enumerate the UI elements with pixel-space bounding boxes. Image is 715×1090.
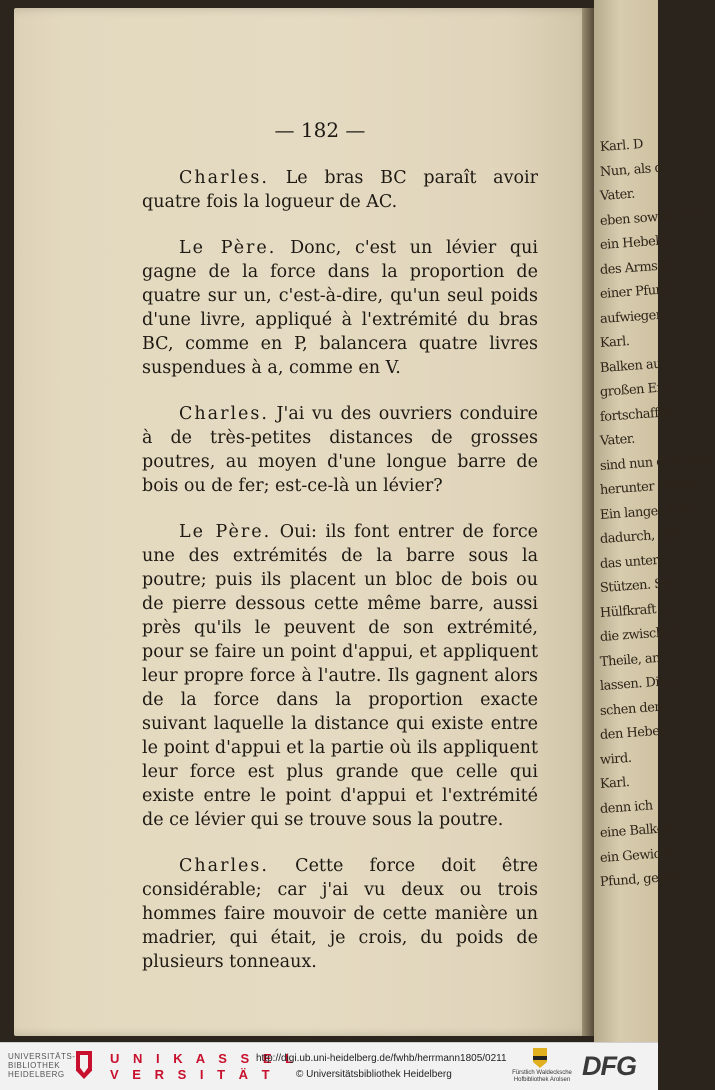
facing-page-line: schen dem <box>599 698 667 719</box>
waldeck-logo-line: Fürstlich Waldecksche <box>512 1070 572 1076</box>
viewer-footer <box>0 1042 658 1090</box>
heidelberg-logo-line: HEIDELBERG <box>8 1070 65 1079</box>
paragraph-text: Oui: ils font entrer de force une des extrémités de la barre sous la poutre; puis ils placent un bloc de bois ou de pierre dessous cette même barre, aussi près qu'ils le peuvent de son extrémité, pour se faire un point d'appui, et appliquent leur propre force à l'autre. Ils gagnent alors de la force dans la proportion exacte suivant laquelle la distance qui existe entre le point d'appui et la partie où ils appliquent leur force est plus grande que celle qui existe entre le point d'appui et l'extrémité de ce lévier qui se trouve sous la poutre. <box>142 522 538 830</box>
facing-page-line: ein Gewicht <box>599 845 674 866</box>
facing-page-line: aufwiegen. <box>599 306 668 327</box>
paragraph-text: Donc, c'est un lévier qui gagne de la force dans la proportion de quatre sur un, c'est-à-dire, qu'un seul poids d'une livre, appliqué à l'extrémité du bras BC, comme en P, balancera quatre livres suspendues à a, comme en V. <box>142 238 538 378</box>
kassel-logo-line: V E R S I T Ä T <box>110 1067 275 1082</box>
facing-page-line: Karl. <box>599 774 630 792</box>
facing-page-line: eben sowohl rein <box>599 206 706 229</box>
copyright-text: © Universitätsbibliothek Heidelberg <box>296 1069 452 1080</box>
facing-page-line: Pfund, genau <box>599 869 682 890</box>
facing-page-line: fortschaffen <box>599 404 675 425</box>
permalink-url[interactable]: http://digi.ub.uni-heidelberg.de/fwhb/herrmann1805/0211 <box>256 1053 507 1064</box>
paragraph <box>142 854 538 974</box>
facing-page-line: Stützen. Sie <box>599 575 675 596</box>
facing-page-line: Nun, als di <box>599 159 667 180</box>
facing-page-line: lassen. Diese <box>599 673 681 694</box>
page-text <box>142 166 538 996</box>
speaker-name: Charles. <box>179 404 269 424</box>
facing-page-line: Theile, an <box>599 650 661 670</box>
facing-page-line: sind nun den Ende <box>599 450 715 474</box>
facing-page-line: Ein langes Holz <box>599 500 697 523</box>
facing-page-line: Karl. D <box>599 137 644 155</box>
paragraph-text: J'ai vu des ouvriers conduire à de très-petites distances de grosses poutres, au moyen d'une longue barre de bois ou de fer; est-ce-là un lévier? <box>142 404 538 496</box>
paragraph-text: Le bras BC paraît avoir quatre fois la logueur de AC. <box>142 168 538 212</box>
facing-page-line: eine Balken <box>599 820 673 841</box>
paragraph <box>142 236 538 380</box>
facing-page-line: dadurch, daß <box>599 526 682 547</box>
dfg-logo[interactable]: DFG <box>582 1051 636 1081</box>
facing-page-line: wird. <box>599 750 632 768</box>
facing-page-line: Hülfkraft an <box>599 600 676 621</box>
paragraph <box>142 166 538 214</box>
paragraph <box>142 520 538 832</box>
paragraph <box>142 402 538 498</box>
page-number: — 182 — <box>274 118 366 142</box>
facing-page-line: Vater. <box>599 186 636 204</box>
facing-page-line: die zwischen <box>599 624 680 645</box>
facing-page-line: denn ich <box>599 797 654 817</box>
kassel-logo-line: U N I K A S S E L <box>110 1051 299 1066</box>
waldeck-logo[interactable] <box>512 1070 572 1084</box>
facing-page-line: ein Hebel g <box>599 233 671 253</box>
facing-page-line: den Hebel <box>599 723 664 743</box>
heidelberg-logo-line: BIBLIOTHEK <box>8 1061 61 1070</box>
facing-page-line: Karl. <box>599 333 630 351</box>
facing-page-line: des Arms B <box>599 257 671 278</box>
speaker-name: Le Père. <box>179 238 277 258</box>
waldeck-crest-icon <box>533 1048 547 1068</box>
paragraph-text: Cette force doit être considérable; car j'ai vu deux ou trois hommes faire mouvoir de cette manière un madrier, qui était, je crois, du poids de plusieurs tonneaux. <box>142 856 538 972</box>
heidelberg-logo[interactable] <box>8 1052 75 1079</box>
facing-page-line: großen Ent <box>599 380 670 400</box>
facing-page-line: einer Pfund <box>599 282 672 302</box>
facing-page-line: Vater. <box>599 431 636 449</box>
facing-page-line: Balken auf <box>599 355 666 376</box>
speaker-name: Charles. <box>179 168 269 188</box>
waldeck-logo-line: Hofbibliothek Arolsen <box>513 1077 571 1083</box>
speaker-name: Le Père. <box>179 522 272 542</box>
speaker-name: Charles. <box>179 856 269 876</box>
facing-page-line: herunter Ballen <box>599 476 697 498</box>
facing-page-line: das untere <box>599 551 666 572</box>
facing-page <box>594 0 715 1042</box>
heidelberg-logo-line: UNIVERSITÄTS- <box>8 1052 76 1061</box>
